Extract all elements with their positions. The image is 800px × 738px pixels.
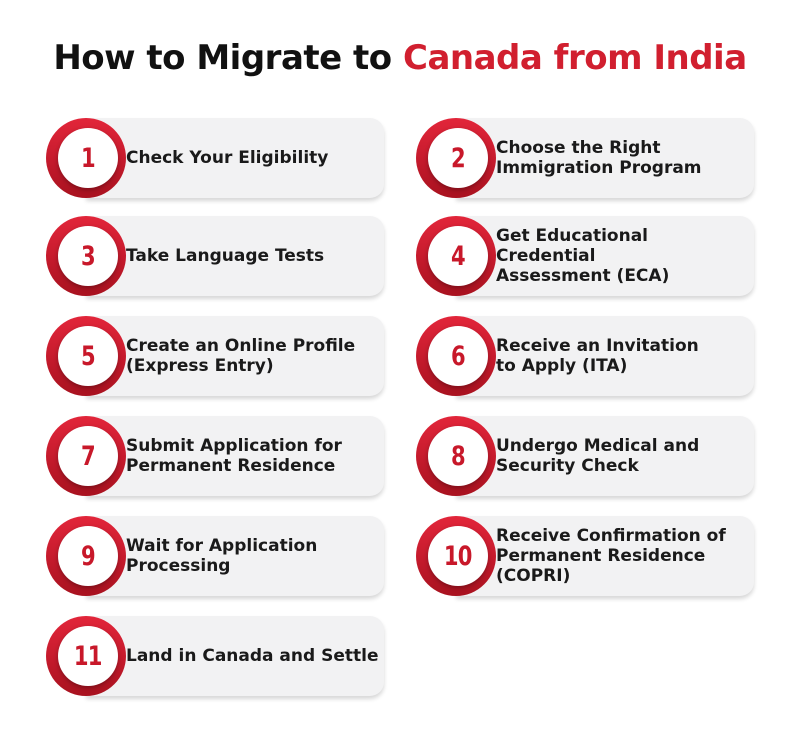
step-label: Get Educational Credential Assessment (ECA) <box>496 226 670 286</box>
step-6 <box>416 316 756 400</box>
step-number: 6 <box>451 340 465 372</box>
step-10 <box>416 516 756 600</box>
step-badge <box>46 118 126 198</box>
step-label: Submit Application for Permanent Residence <box>126 436 342 476</box>
step-badge <box>46 316 126 396</box>
step-badge-inner <box>58 426 118 486</box>
step-badge <box>46 216 126 296</box>
step-2 <box>416 118 756 202</box>
step-label: Create an Online Profile (Express Entry) <box>126 336 356 376</box>
step-badge-inner <box>58 626 118 686</box>
step-number: 9 <box>81 540 95 572</box>
step-number: 10 <box>444 540 472 572</box>
step-5 <box>46 316 386 400</box>
step-badge-inner <box>428 426 488 486</box>
step-number: 2 <box>451 142 465 174</box>
step-1 <box>46 118 386 202</box>
step-label: Choose the Right Immigration Program <box>496 138 702 178</box>
step-11 <box>46 616 386 700</box>
step-badge <box>46 616 126 696</box>
step-label: Take Language Tests <box>126 246 325 266</box>
step-label: Undergo Medical and Security Check <box>496 436 700 476</box>
step-7 <box>46 416 386 500</box>
step-3 <box>46 216 386 300</box>
step-badge <box>416 516 496 596</box>
step-number: 4 <box>451 240 465 272</box>
step-badge-inner <box>58 326 118 386</box>
step-number: 11 <box>74 640 102 672</box>
step-badge-inner <box>428 526 488 586</box>
step-badge <box>416 416 496 496</box>
step-label: Check Your Eligibility <box>126 148 329 168</box>
step-number: 7 <box>81 440 95 472</box>
step-number: 8 <box>451 440 465 472</box>
step-badge-inner <box>428 128 488 188</box>
step-badge <box>46 416 126 496</box>
step-label: Land in Canada and Settle <box>126 646 379 666</box>
step-label: Wait for Application Processing <box>126 536 318 576</box>
title-text: How to Migrate to <box>53 38 403 78</box>
step-number: 1 <box>81 142 95 174</box>
step-8 <box>416 416 756 500</box>
step-badge <box>416 316 496 396</box>
step-label: Receive an Invitation to Apply (ITA) <box>496 336 699 376</box>
page-title <box>0 38 800 78</box>
step-badge-inner <box>428 326 488 386</box>
step-number: 5 <box>81 340 95 372</box>
step-4 <box>416 216 756 300</box>
step-number: 3 <box>81 240 95 272</box>
step-badge-inner <box>58 128 118 188</box>
step-badge <box>46 516 126 596</box>
step-badge-inner <box>58 226 118 286</box>
step-badge <box>416 118 496 198</box>
step-9 <box>46 516 386 600</box>
step-label: Receive Confirmation of Permanent Residence (COPRI) <box>496 526 726 586</box>
title-highlight: Canada from India <box>403 38 747 78</box>
step-badge-inner <box>58 526 118 586</box>
step-badge-inner <box>428 226 488 286</box>
step-badge <box>416 216 496 296</box>
